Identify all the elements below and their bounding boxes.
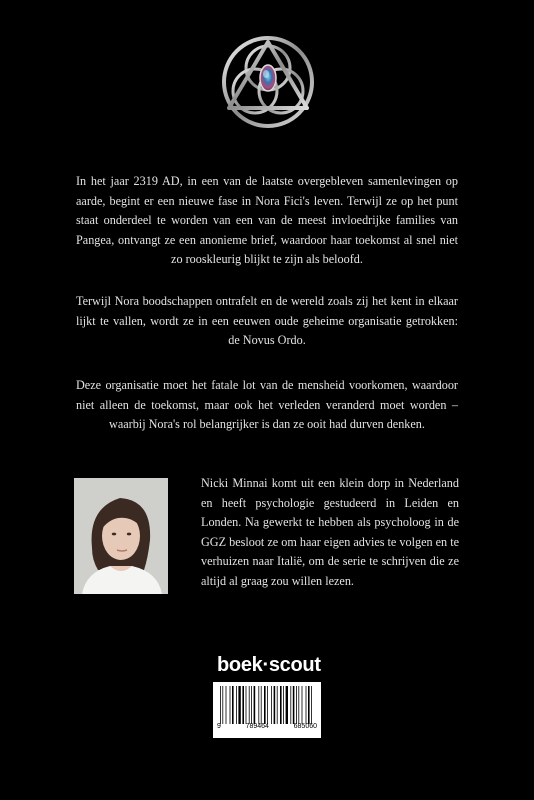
author-bio: Nicki Minnai komt uit een klein dorp in Nederland en heeft psychologie gestudeerd in Leiden en Londen. Na gewerkt te hebben als psycholoog in de GGZ besloot ze om haar eigen advies te volgen en te verhuizen naar Italië, om de serie te schrijven die ze altijd al graag zou willen lezen. (201, 476, 459, 588)
barcode-digits (213, 723, 321, 730)
isbn-barcode (213, 682, 321, 738)
author-photo (74, 478, 168, 594)
barcode-digit-group: 9 (217, 723, 221, 730)
blurb-paragraph: Deze organisatie moet het fatale lot van de mensheid voorkomen, waardoor niet alleen de toekomst, maar ook het verleden veranderd moet worden – waarbij Nora's rol belangrijker is dan ze ooit had durven denken. (76, 378, 458, 431)
barcode-digit-group: 685060 (293, 723, 317, 730)
barcode-bars (220, 686, 316, 724)
barcode-digit-group: 789464 (245, 723, 269, 730)
blurb-paragraph: Terwijl Nora boodschappen ontrafelt en de wereld zoals zij het kent in elkaar lijkt te vallen, wordt ze in een eeuwen oude geheime organisatie getrokken: de Novus Ordo. (76, 294, 458, 347)
publisher-logo: boek·scout (217, 654, 321, 676)
triquetra-emblem-logo (220, 34, 316, 130)
blurb-paragraph: In het jaar 2319 AD, in een van de laatste overgebleven samenlevingen op aarde, begint er een nieuwe fase in Nora Fici's leven. Terwijl ze op het punt staat onderdeel te worden van een van de meest invloedrijke families van Pangea, ontvangt ze een anonieme brief, waardoor haar toekomst al snel niet zo rooskleurig blijkt te zijn als beloofd. (76, 174, 458, 266)
